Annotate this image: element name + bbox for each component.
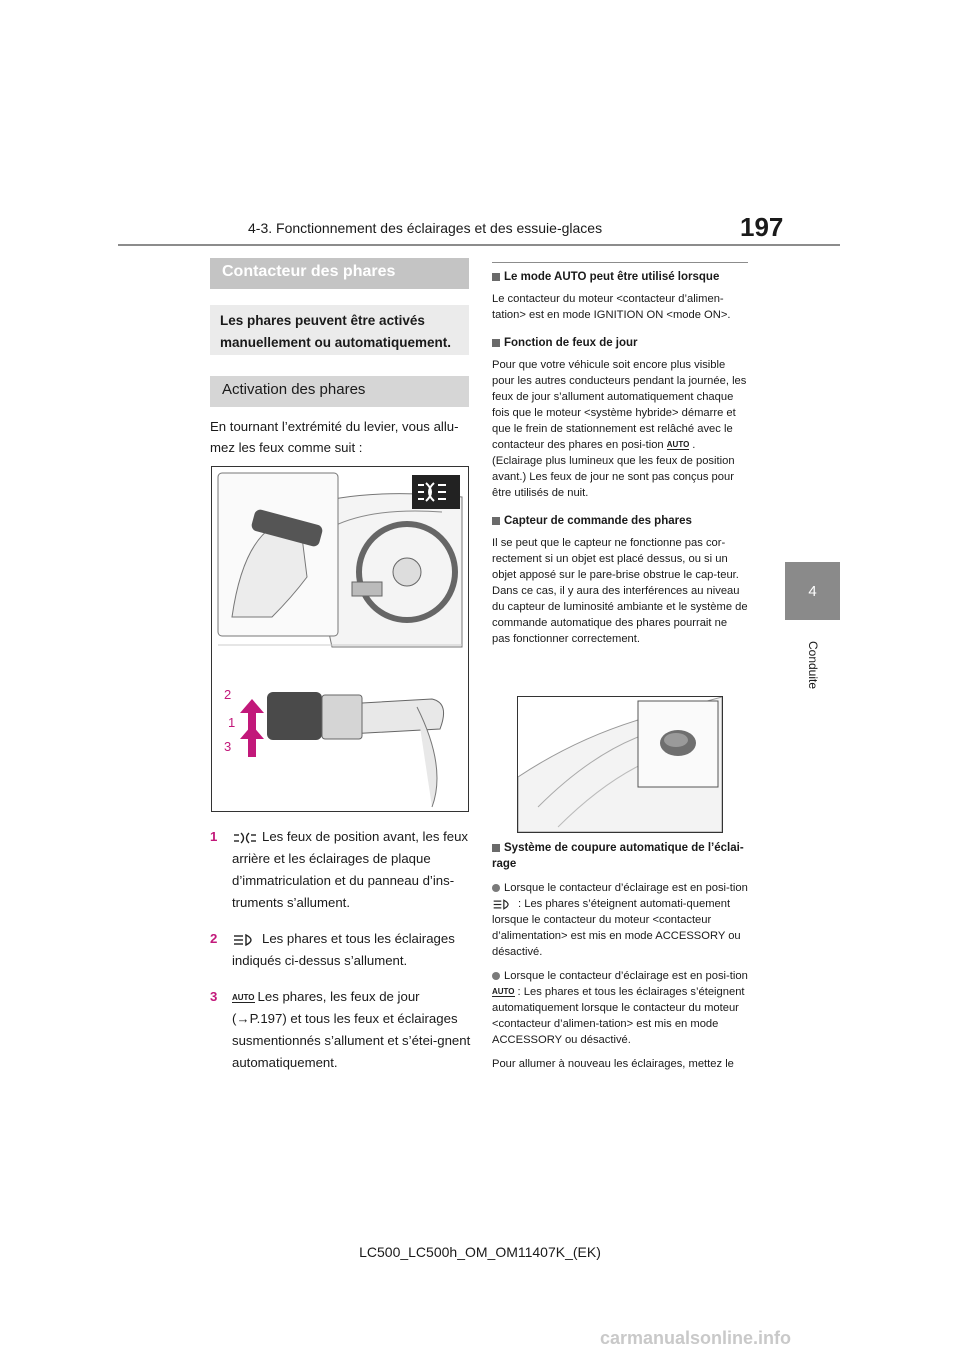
watermark: carmanualsonline.info: [600, 1328, 792, 1348]
callout-2: 2: [224, 687, 232, 702]
auto-icon: AUTO: [492, 987, 515, 997]
section-body-part: . (Eclairage plus lumineux que les feux de position avant.) Les feux de jour ne sont pas conçus pour être utilisés de nuit.: [492, 439, 735, 499]
auto-icon: AUTO: [666, 440, 690, 450]
item-text: Les phares, les feux de jour (→P.197) et tous les feux et éclairages susmentionnés s’allument et s’étei-gnent automatiquement.: [232, 989, 471, 1070]
lever-drawing: [212, 467, 468, 811]
page-number: 197: [740, 212, 784, 242]
item-number: 1: [210, 829, 218, 844]
section-title: 4-3. Fonctionnement des éclairages et des essuie-glaces: [248, 220, 603, 236]
chapter-label: [785, 630, 840, 700]
item-text: Les phares et tous les éclairages indiqués ci-dessus s’allument.: [232, 931, 455, 968]
chapter-label-text: Conduite: [805, 640, 820, 690]
square-bullet-icon: [492, 339, 500, 347]
section-heading: Fonction de feux de jour: [504, 337, 638, 349]
section-body: Le contacteur du moteur <contacteur d’alimen-tation> est en mode IGNITION ON <mode ON>.: [492, 293, 731, 321]
list-item: [210, 986, 472, 1074]
list-item: [210, 928, 472, 972]
item-text: Les feux de position avant, les feux arrière et les éclairages de plaque d’immatriculation et du panneau d’ins-truments s’allument.: [232, 829, 469, 910]
headlight-icon: [232, 934, 258, 946]
body-text: En tournant l’extrémité du levier, vous allu-mez les feux comme suit :: [210, 419, 459, 455]
section-body-part: Pour que votre véhicule soit encore plus visible pour les autres conducteurs pendant la journée, les feux de jour s’allument automatiquement chaque fois que le moteur <système hybride> démarre et que le frein de stationnement est relâché avec le contacteur des phares en posi-tion: [492, 359, 747, 451]
bullet-text: Lorsque le contacteur d’éclairage est en posi-tion: [504, 882, 748, 894]
sensor-illustration: [517, 696, 723, 833]
section-heading: Système de coupure automatique de l’éclai-rage: [492, 842, 744, 870]
round-bullet-icon: [492, 884, 500, 892]
lever-illustration: [211, 466, 469, 812]
callout-1: 1: [228, 715, 236, 730]
header-rule: [118, 244, 840, 246]
headlight-icon: [492, 899, 514, 910]
intro-box: Les phares peuvent être activés manuellement ou automatiquement.: [210, 305, 469, 355]
auto-icon: AUTO: [232, 992, 255, 1002]
chapter-number: 4: [808, 582, 817, 600]
bullet-item: [492, 968, 748, 1048]
square-bullet-icon: [492, 844, 500, 852]
sensor-drawing: [518, 697, 722, 832]
bullet-text: Lorsque le contacteur d’éclairage est en posi-tion: [504, 970, 748, 982]
list-item: [210, 826, 472, 914]
section-heading: Le mode AUTO peut être utilisé lorsque: [504, 271, 720, 283]
position-lights-icon: [232, 832, 258, 844]
auto-cutoff-section: [492, 840, 748, 1072]
last-line: Pour allumer à nouveau les éclairages, mettez le: [492, 1058, 734, 1070]
bullet-text: : Les phares et tous les éclairages s’éteignent automatiquement lorsque le contacteur du moteur <contacteur d’alimen-tation> est mis en mode ACCESSORY ou désactivé.: [492, 986, 745, 1046]
item-number: 3: [210, 989, 218, 1004]
callout-3: 3: [224, 739, 232, 754]
bullet-item: [492, 880, 748, 960]
item-number: 2: [210, 931, 218, 946]
section-body: Il se peut que le capteur ne fonctionne pas cor-rectement si un objet est placé dessus, ou si un objet apposé sur le pare-brise obstrue le cap-teur.: [492, 537, 739, 581]
square-bullet-icon: [492, 517, 500, 525]
square-bullet-icon: [492, 273, 500, 281]
section-body: [492, 357, 748, 501]
round-bullet-icon: [492, 972, 500, 980]
section-body: Dans ce cas, il y aura des interférences au niveau du capteur de luminosité ambiante et le système de commande automatique des phares pourrait ne pas fonctionner correctement.: [492, 585, 748, 645]
section-banner: Contacteur des phares: [210, 258, 469, 289]
footer-code: LC500_LC500h_OM_OM11407K_(EK): [359, 1244, 601, 1260]
auto-mode-section: [492, 269, 748, 647]
bullet-text: : Les phares s’éteignent automati-quement lorsque le contacteur du moteur <contacteur d’alimentation> est mis en mode ACCESSORY ou désactivé.: [492, 898, 741, 958]
sub-banner: Activation des phares: [210, 376, 469, 407]
chapter-tab: [785, 562, 840, 620]
right-top-rule: [492, 262, 748, 263]
section-heading: Capteur de commande des phares: [504, 515, 692, 527]
